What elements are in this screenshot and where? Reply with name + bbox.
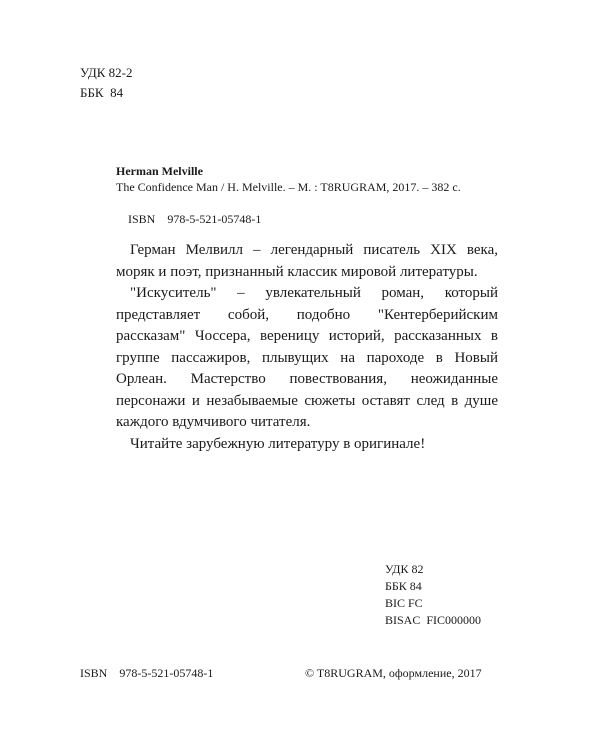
bic-code: BIC FC [385, 596, 423, 610]
annotation-paragraph: Читайте зарубежную литературу в оригинале! [130, 435, 426, 452]
isbn-record: ISBN 978-5-521-05748-1 [128, 212, 262, 226]
author-name: Herman Melville [116, 164, 203, 178]
bisac-code: BISAC FIC000000 [385, 613, 482, 627]
annotation-paragraph: Герман Мелвилл – легендарный писатель XIX века, моряк и поэт, признанный классик мировой литературы. [116, 242, 498, 280]
copyright-notice: © T8RUGRAM, оформление, 2017 [305, 666, 482, 680]
bbk-code: ББК 84 [80, 85, 124, 100]
udk-code: УДК 82 [385, 562, 424, 576]
annotation-paragraph: "Искуситель" – увлекательный роман, который представляет собой, подобно "Кентерберийским рассказам" Чоссера, вереницу историй, рассказанных в группе пассажиров, плывущих на пароходе в Новый Орлеан. Мастерство повествования, неожиданные персонажи и незабываемые сюжеты оставят след в душе каждого вдумчивого читателя. [116, 285, 498, 430]
classification-codes-top [80, 63, 133, 103]
isbn-footer: ISBN 978-5-521-05748-1 [80, 666, 214, 680]
annotation [116, 240, 498, 455]
bibliographic-record: The Confidence Man / H. Melville. – M. : T8RUGRAM, 2017. – 382 с. [116, 180, 461, 194]
bbk-code: ББК 84 [385, 579, 422, 593]
classification-codes-bottom [385, 561, 481, 629]
udk-code: УДК 82-2 [80, 65, 133, 80]
